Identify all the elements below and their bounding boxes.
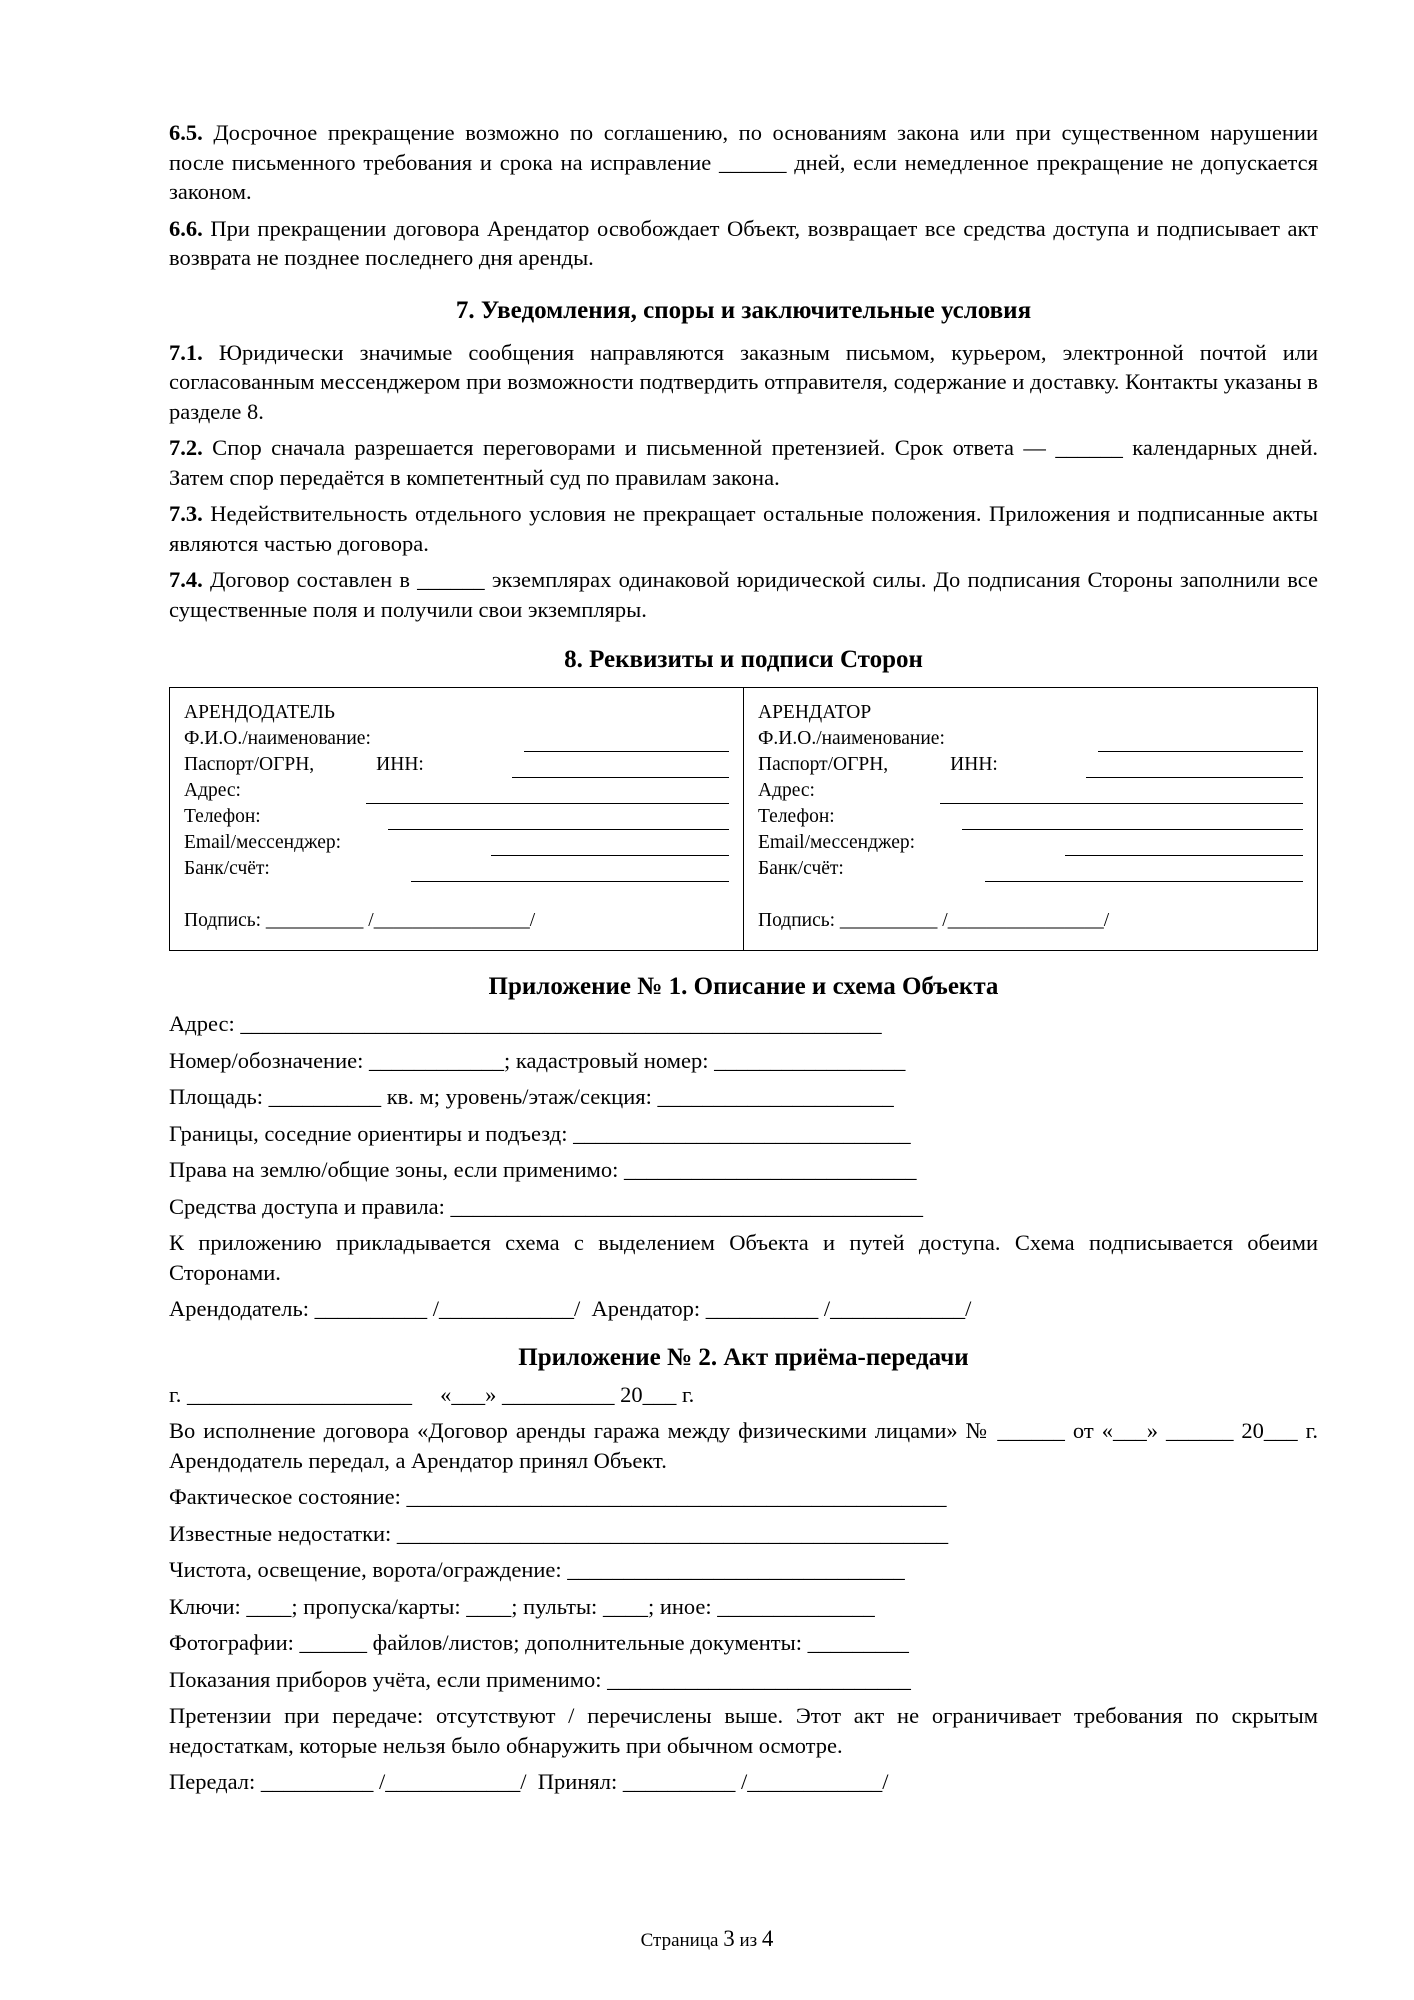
appendix-2-claims: Претензии при передаче: отсутствуют / перечислены выше. Этот акт не ограничивает требования по скрытым недостаткам, которые нельзя было обнаружить при обычном осмотре. (169, 1703, 1318, 1758)
tenant-role: АРЕНДАТОР (758, 702, 872, 723)
appendix-1-area: Площадь: __________ кв. м; уровень/этаж/секция: _____________________ (169, 1084, 894, 1109)
clause-7-1 (169, 338, 1318, 427)
appendix-1-number: Номер/обозначение: ____________; кадастровый номер: _________________ (169, 1047, 906, 1073)
inn-label: ИНН: (376, 754, 424, 775)
passport-field[interactable] (512, 759, 729, 778)
name-field[interactable] (1098, 733, 1303, 752)
appendix-2-intro: Во исполнение договора «Договор аренды гаража между физическими лицами» № ______ от «___» ______ 20___ г. Арендодатель передал, а Арендатор принял Объект. (169, 1418, 1318, 1473)
page-number: 3 (723, 1926, 735, 1951)
passport-label: Паспорт/ОГРН, (184, 754, 315, 775)
phone-label: Телефон: (758, 806, 835, 827)
clause-number: 7.3. (169, 501, 203, 526)
address-label: Адрес: (758, 780, 815, 801)
tenant-requisites (744, 688, 1318, 951)
clause-number: 6.5. (169, 120, 203, 145)
name-field[interactable] (524, 733, 729, 752)
appendix-1-heading: Приложение № 1. Описание и схема Объекта (488, 973, 999, 1000)
landlord-address-row (184, 778, 729, 804)
appendix-2-photos: Фотографии: ______ файлов/листов; дополнительные документы: _________ (169, 1630, 909, 1655)
landlord-phone-row (184, 804, 729, 830)
appendix-1-address: Адрес: _________________________________________________________ (169, 1011, 882, 1036)
tenant-signature[interactable]: Подпись: __________ /________________/ (758, 910, 1110, 931)
appendix-1-land: Права на землю/общие зоны, если применимо: __________________________ (169, 1157, 917, 1182)
appendix-1-access: Средства доступа и правила: __________________________________________ (169, 1193, 924, 1219)
appendix-2-place-date: г. ____________________ «___» __________ 20___ г. (169, 1381, 695, 1407)
requisites-table (169, 687, 1318, 951)
tenant-phone-row (758, 804, 1303, 830)
appendix-2-signatures: Передал: __________ /____________/ Принял: __________ /____________/ (169, 1769, 889, 1794)
name-label: Ф.И.О./наименование: (184, 728, 371, 749)
phone-field[interactable] (388, 811, 729, 830)
clause-number: 6.6. (169, 215, 203, 241)
tenant-email-row (758, 830, 1303, 856)
address-field[interactable] (366, 785, 729, 804)
clause-text: Досрочное прекращение возможно по соглашению, по основаниям закона или при существенном нарушении после письменного требования и срока на исправление ______ дней, если немедленное прекращение не допускается законом. (169, 120, 1318, 204)
phone-label: Телефон: (184, 806, 261, 827)
bank-field[interactable] (411, 863, 729, 882)
section-7-heading: 7. Уведомления, споры и заключительные условия (455, 296, 1032, 324)
landlord-passport-row (184, 752, 729, 778)
clause-number: 7.1. (169, 339, 203, 365)
tenant-bank-row (758, 856, 1303, 882)
passport-field[interactable] (1086, 759, 1303, 778)
bank-field[interactable] (985, 863, 1303, 882)
email-field[interactable] (491, 837, 729, 856)
clause-text: Договор составлен в ______ экземплярах одинаковой юридической силы. До подписания Стороны заполнили все существенные поля и получили свои экземпляры. (169, 567, 1318, 622)
clause-number: 7.2. (169, 435, 203, 460)
clause-6-6 (169, 214, 1318, 273)
clause-text: При прекращении договора Арендатор освобождает Объект, возвращает все средства доступа и подписывает акт возврата не позднее последнего дня аренды. (169, 215, 1318, 270)
of-word: из (739, 1930, 758, 1951)
email-label: Email/мессенджер: (758, 832, 916, 853)
appendix-2-defects: Известные недостатки: _________________________________________________ (169, 1520, 949, 1546)
bank-label: Банк/счёт: (184, 858, 270, 879)
clause-text: Недействительность отдельного условия не прекращает остальные положения. Приложения и подписанные акты являются частью договора. (169, 501, 1318, 556)
landlord-requisites (170, 688, 744, 951)
clause-7-3 (169, 499, 1318, 558)
document-page (169, 118, 1318, 1804)
landlord-role: АРЕНДОДАТЕЛЬ (184, 702, 335, 723)
phone-field[interactable] (962, 811, 1303, 830)
clause-text: Юридически значимые сообщения направляются заказным письмом, курьером, электронной почтой или согласованным мессенджером при возможности подтвердить отправителя, содержание и доставку. Контакты указаны в разделе 8. (169, 339, 1318, 424)
appendix-1-signatures: Арендодатель: __________ /____________/ Арендатор: __________ /____________/ (169, 1296, 972, 1321)
tenant-address-row (758, 778, 1303, 804)
appendix-2-cleanliness: Чистота, освещение, ворота/ограждение: ______________________________ (169, 1557, 905, 1582)
inn-label: ИНН: (950, 754, 998, 775)
clause-6-5 (169, 118, 1318, 207)
clause-number: 7.4. (169, 567, 203, 592)
tenant-name-row (758, 726, 1303, 752)
section-8-heading: 8. Реквизиты и подписи Сторон (564, 646, 923, 673)
page-footer (0, 1926, 1414, 1952)
page-total: 4 (761, 1926, 774, 1951)
address-field[interactable] (940, 785, 1303, 804)
tenant-passport-row (758, 752, 1303, 778)
appendix-2-keys: Ключи: ____; пропуска/карты: ____; пульты: ____; иное: ______________ (169, 1593, 875, 1619)
appendix-1-scheme: К приложению прикладывается схема с выделением Объекта и путей доступа. Схема подписывается обеими Сторонами. (169, 1230, 1318, 1285)
landlord-bank-row (184, 856, 729, 882)
clause-7-4 (169, 565, 1318, 624)
clause-7-2 (169, 433, 1318, 492)
appendix-1-borders: Границы, соседние ориентиры и подъезд: ______________________________ (169, 1120, 911, 1146)
page-word: Страница (640, 1930, 719, 1951)
passport-label: Паспорт/ОГРН, (758, 754, 889, 775)
appendix-2-condition: Фактическое состояние: ________________________________________________ (169, 1484, 947, 1509)
appendix-2-heading: Приложение № 2. Акт приёма-передачи (518, 1343, 969, 1371)
address-label: Адрес: (184, 780, 241, 801)
email-label: Email/мессенджер: (184, 832, 342, 853)
appendix-2-meters: Показания приборов учёта, если применимо: ___________________________ (169, 1666, 911, 1692)
landlord-signature[interactable]: Подпись: __________ /________________/ (184, 910, 536, 931)
bank-label: Банк/счёт: (758, 858, 844, 879)
clause-text: Спор сначала разрешается переговорами и письменной претензией. Срок ответа — ______ календарных дней. Затем спор передаётся в компетентный суд по правилам закона. (169, 435, 1318, 490)
landlord-name-row (184, 726, 729, 752)
name-label: Ф.И.О./наименование: (758, 728, 945, 749)
email-field[interactable] (1065, 837, 1303, 856)
landlord-email-row (184, 830, 729, 856)
